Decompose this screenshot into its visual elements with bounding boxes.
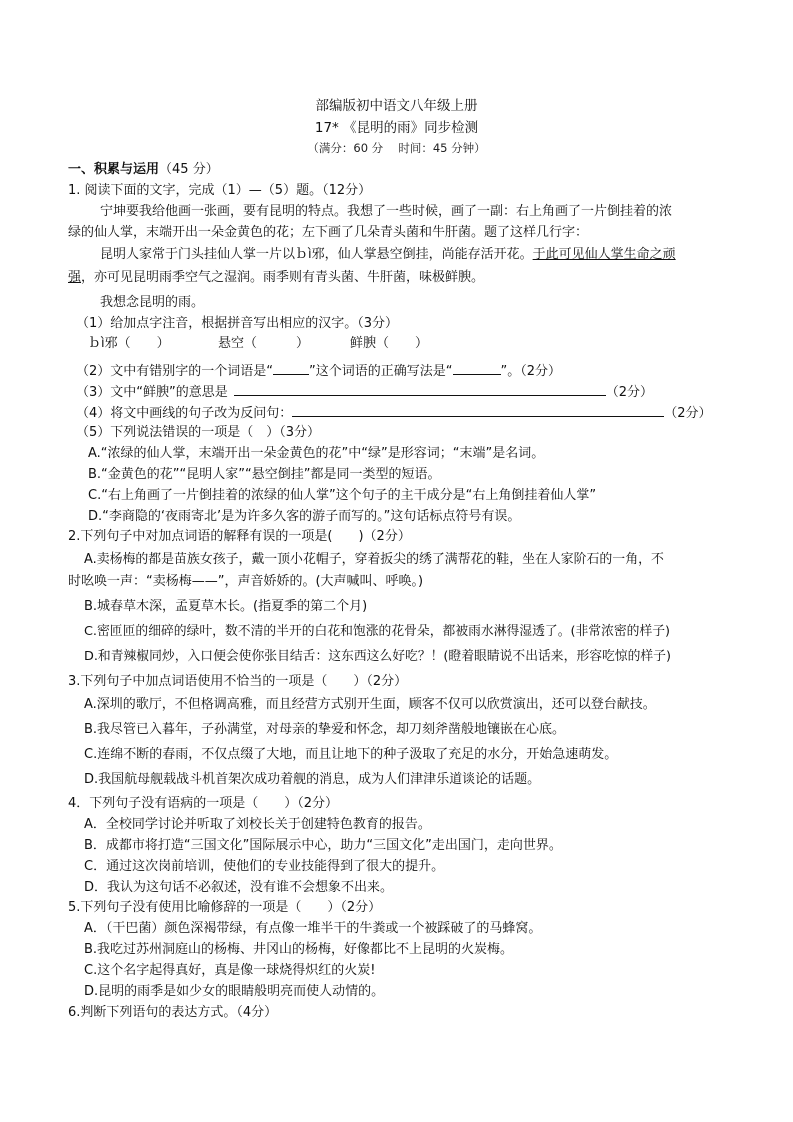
passage-line: 绿的仙人掌，末端开出一朵金黄色的花；左下画了几朵青头菌和牛肝菌。题了这样几行字： bbox=[68, 225, 589, 240]
option-c: C.密匝匝的细碎的绿叶，数不清的半开的白花和饱涨的花骨朵，都被雨水淋得湿透了。(非常浓密的样子) bbox=[84, 624, 671, 639]
underlined-sentence: 强 bbox=[68, 270, 82, 285]
question-text: ”这个词语的正确写法是“ bbox=[309, 364, 453, 379]
pinyin-item: 鲜腴（ ） bbox=[350, 336, 429, 351]
option-d: D.“李商隐的‘夜雨寄北’是为许多久客的游子而写的。”这句话标点符号有误。 bbox=[88, 509, 521, 524]
option-b: B.我尽管已入暮年，子孙满堂，对母亲的挚爱和怀念，却刀刻斧凿般地镶嵌在心底。 bbox=[84, 722, 566, 737]
section-heading bbox=[68, 160, 219, 180]
pinyin-item: ｂì邪（ ） bbox=[88, 336, 170, 351]
page-title: 部编版初中语文八年级上册 bbox=[315, 98, 478, 114]
passage-text: ，亦可见昆明雨季空气之湿润。雨季则有青头菌、牛肝菌，味极鲜腴。 bbox=[81, 270, 485, 285]
option-b: B.城春草木深，孟夏草木长。(指夏季的第二个月) bbox=[84, 599, 368, 614]
subquestion-2 bbox=[76, 360, 561, 382]
question-4-stem: 4．下列句子没有语病的一项是（ ）（2分） bbox=[68, 796, 339, 811]
option-a: A.深圳的歌厅，不但格调高雅，而且经营方式别开生面，顾客不仅可以欣赏演出，还可以登台献技。 bbox=[84, 697, 656, 712]
answer-blank[interactable] bbox=[292, 402, 664, 417]
option-d: D.昆明的雨季是如少女的眼睛般明亮而使人动情的。 bbox=[84, 984, 385, 999]
option-b: B.“金黄色的花”“昆明人家”“悬空倒挂”都是同一类型的短语。 bbox=[88, 467, 441, 482]
underlined-sentence: 于此可见仙人掌生命之顽 bbox=[532, 247, 676, 262]
option-a: A．（干巴菌）颜色深褐带绿，有点像一堆半干的牛粪或一个被踩破了的马蜂窝。 bbox=[84, 921, 542, 936]
question-text: （2分） bbox=[605, 385, 654, 400]
option-d: D.我国航母舰载战斗机首架次成功着舰的消息，成为人们津津乐道谈论的话题。 bbox=[84, 772, 541, 787]
subquestion-1: （1）给加点字注音，根据拼音写出相应的汉字。（3分） bbox=[76, 316, 399, 331]
passage-text: 昆明人家常于门头挂仙人掌一片以ｂì邪，仙人掌悬空倒挂，尚能存活开花。 bbox=[100, 247, 533, 262]
question-3-stem: 3.下列句子中加点词语使用不恰当的一项是（ ）（2分） bbox=[68, 674, 408, 689]
passage-line bbox=[68, 268, 484, 288]
section-score: （45 分） bbox=[159, 162, 219, 177]
question-text: （3）文中“鲜腴”的意思是 bbox=[76, 385, 228, 400]
option-a-cont: 时吆唤一声：“卖杨梅——”，声音娇娇的。(大声喊叫、呼唤。) bbox=[68, 574, 424, 589]
section-title: 一、积累与运用 bbox=[68, 162, 160, 177]
passage-line bbox=[100, 245, 676, 265]
subquestion-5: （5）下列说法错误的一项是（ ）（3分） bbox=[76, 425, 321, 440]
option-a: A．全校同学讨论并听取了刘校长关于创建特色教育的报告。 bbox=[84, 817, 431, 832]
option-b: B．成都市将打造“三国文化”国际展示中心，助力“三国文化”走出国门，走向世界。 bbox=[84, 838, 562, 853]
option-d: D.和青辣椒同炒，入口便会使你张目结舌：这东西这么好吃？！(瞪着眼睛说不出话来，形容吃惊的样子) bbox=[84, 649, 671, 664]
option-c: C.“右上角画了一片倒挂着的浓绿的仙人掌”这个句子的主干成分是“右上角倒挂着仙人掌” bbox=[88, 488, 597, 503]
option-b: B.我吃过苏州洞庭山的杨梅、井冈山的杨梅，好像都比不上昆明的火炭梅。 bbox=[84, 942, 514, 957]
answer-blank[interactable] bbox=[234, 381, 606, 396]
question-5-stem: 5.下列句子没有使用比喻修辞的一项是（ ）（2分） bbox=[68, 900, 382, 915]
option-d: D．我认为这句话不必叙述，没有谁不会想象不出来。 bbox=[84, 880, 394, 895]
question-text: （4）将文中画线的句子改为反问句： bbox=[76, 406, 293, 421]
option-a: A.“浓绿的仙人掌，末端开出一朵金黄色的花”中“绿”是形容词；“末端”是名词。 bbox=[88, 446, 545, 461]
page-subtitle: 17* 《昆明的雨》同步检测 bbox=[314, 120, 479, 136]
question-text: ”。（2分） bbox=[500, 364, 562, 379]
subquestion-4 bbox=[76, 402, 712, 424]
answer-blank[interactable] bbox=[453, 360, 501, 375]
passage-line: 宁坤要我给他画一张画，要有昆明的特点。我想了一些时候，画了一副：右上角画了一片倒挂着的浓 bbox=[100, 204, 673, 219]
option-a: A.卖杨梅的都是苗族女孩子，戴一顶小花帽子，穿着扳尖的绣了满帮花的鞋，坐在人家阶石的一角，不 bbox=[84, 552, 664, 567]
question-6-stem: 6.判断下列语句的表达方式。（4分） bbox=[68, 1005, 278, 1020]
question-1-stem: 1. 阅读下面的文字，完成（1）—（5）题。（12分） bbox=[68, 183, 372, 198]
question-text: （2）文中有错别字的一个词语是“ bbox=[76, 364, 274, 379]
option-c: C．通过这次岗前培训，使他们的专业技能得到了很大的提升。 bbox=[84, 859, 445, 874]
option-c: C.这个名字起得真好，真是像一球烧得炽红的火炭! bbox=[84, 963, 376, 978]
subquestion-3 bbox=[76, 381, 653, 403]
exam-meta: （满分：60 分 时间：45 分钟） bbox=[307, 141, 486, 155]
question-2-stem: 2.下列句子中对加点词语的解释有误的一项是( )（2分） bbox=[68, 529, 411, 544]
option-c: C.连绵不断的春雨，不仅点缀了大地，而且让地下的种子汲取了充足的水分，开始急速萌发。 bbox=[84, 747, 618, 762]
answer-blank[interactable] bbox=[273, 360, 309, 375]
question-text: （2分） bbox=[664, 406, 712, 421]
passage-line: 我想念昆明的雨。 bbox=[100, 295, 205, 310]
pinyin-item: 悬空（ ） bbox=[218, 336, 310, 351]
